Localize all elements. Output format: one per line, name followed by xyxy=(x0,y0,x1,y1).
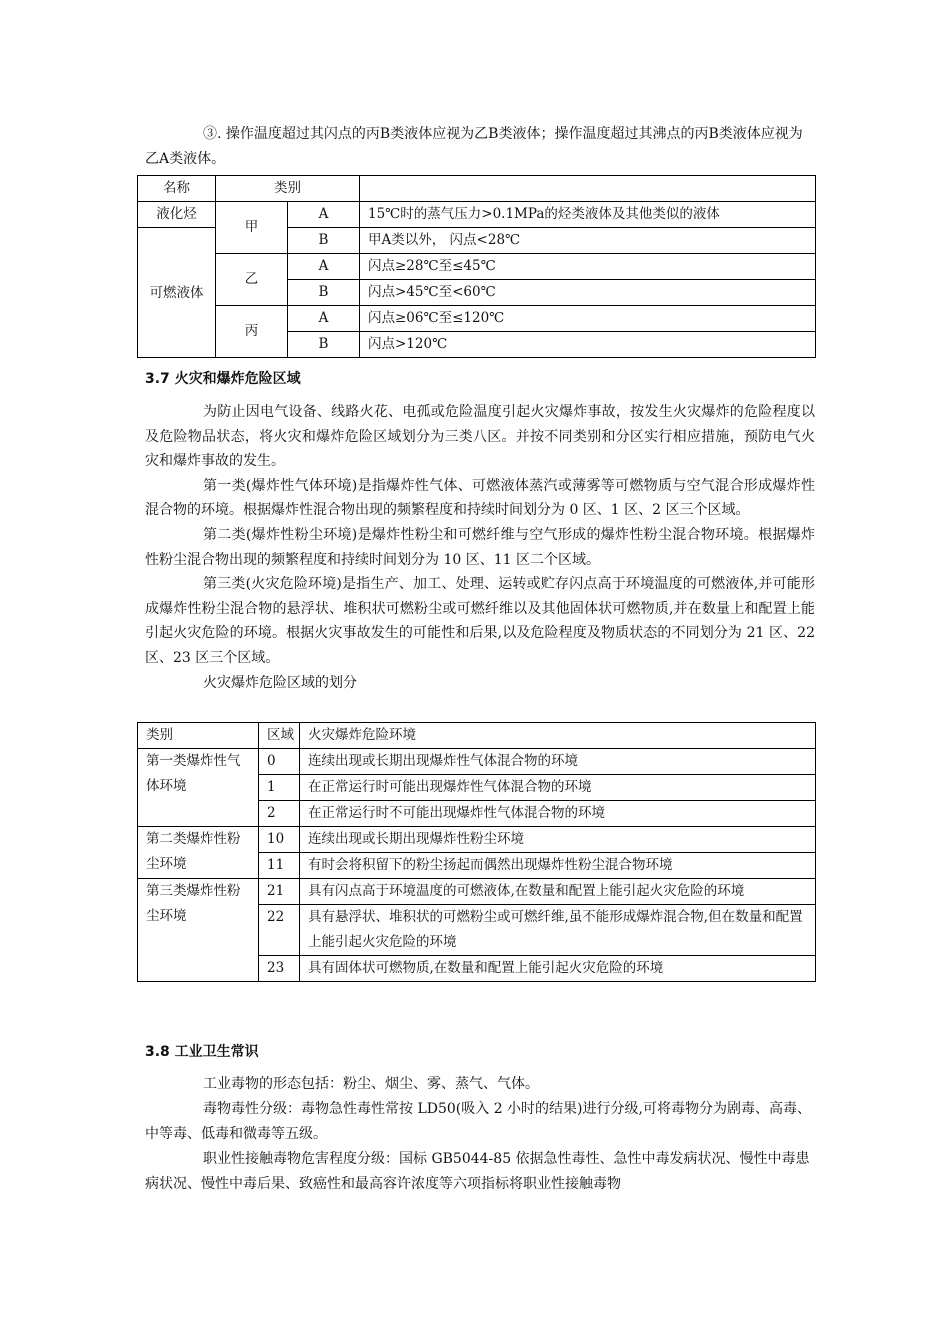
intro-text: ③. 操作温度超过其闪点的丙B类液体应视为乙B类液体；操作温度超过其沸点的丙B类液体应视为乙A类液体。 xyxy=(145,126,803,167)
table-caption: 火灾爆炸危险区域的划分 xyxy=(203,674,357,691)
zone-cell: 22 xyxy=(259,905,300,956)
zone-cell: 21 xyxy=(259,879,300,905)
env-cell: 连续出现或长期出现爆炸性气体混合物的环境 xyxy=(300,749,816,775)
zone-cell: 1 xyxy=(259,775,300,801)
cell-desc: 15℃时的蒸气压力>0.1MPa的烃类液体及其他类似的液体 xyxy=(360,202,816,228)
table-row xyxy=(138,202,816,228)
cell-jia: 甲 xyxy=(216,202,288,254)
cell-desc: 闪点>120℃ xyxy=(360,332,816,358)
group-cell: 第三类爆炸性粉尘环境 xyxy=(138,879,259,982)
header-category: 类别 xyxy=(138,723,259,749)
group-cell: 第一类爆炸性气体环境 xyxy=(138,749,259,827)
section-3-7-body xyxy=(145,400,815,695)
cell-sub: A xyxy=(288,306,360,332)
cell-sub: A xyxy=(288,254,360,280)
paragraph: 工业毒物的形态包括：粉尘、烟尘、雾、蒸气、气体。 xyxy=(203,1076,539,1092)
cell-bing: 丙 xyxy=(216,306,288,358)
paragraph: 第三类(火灾危险环境)是指生产、加工、处理、运转或贮存闪点高于环境温度的可燃液体,并可能形成爆炸性粉尘混合物的悬浮状、堆积状可燃粉尘或可燃纤维以及其他固体状可燃物质,并在数量上和配置上能引起火灾危险的环境。根据火灾事故发生的可能性和后果,以及危险程度及物质状态的不同划分为 21 区、22 区、23 区三个区域。 xyxy=(145,576,815,666)
zone-cell: 2 xyxy=(259,801,300,827)
paragraph: 第一类(爆炸性气体环境)是指爆炸性气体、可燃液体蒸汽或薄雾等可燃物质与空气混合形成爆炸性混合物的环境。根据爆炸性混合物出现的频繁程度和持续时间划分为 0 区、1 区、2 区三个区域。 xyxy=(145,477,815,519)
section-heading-3-7: 3.7 火灾和爆炸危险区域 xyxy=(145,371,301,387)
cell-sub: B xyxy=(288,280,360,306)
cell-sub: B xyxy=(288,332,360,358)
paragraph: 为防止因电气设备、线路火花、电孤或危险温度引起火灾爆炸事故，按发生火灾爆炸的危险程度以及危险物品状态，将火灾和爆炸危险区域划分为三类八区。并按不同类别和分区实行相应措施，预防电气火灾和爆炸事故的发生。 xyxy=(145,404,815,470)
cell-combustible: 可燃液体 xyxy=(138,228,216,358)
section-3-8-body xyxy=(145,1072,815,1197)
table-row xyxy=(138,176,816,202)
table-row xyxy=(138,306,816,332)
env-cell: 连续出现或长期出现爆炸性粉尘环境 xyxy=(300,827,816,853)
cell-desc: 闪点≥28℃至≤45℃ xyxy=(360,254,816,280)
header-zone: 区域 xyxy=(259,723,300,749)
env-cell: 在正常运行时可能出现爆炸性气体混合物的环境 xyxy=(300,775,816,801)
table-row xyxy=(138,723,816,749)
env-cell: 具有固体状可燃物质,在数量和配置上能引起火灾危险的环境 xyxy=(300,956,816,982)
zone-cell: 11 xyxy=(259,853,300,879)
cell-desc: 闪点>45℃至<60℃ xyxy=(360,280,816,306)
zone-cell: 23 xyxy=(259,956,300,982)
paragraph: 毒物毒性分级：毒物急性毒性常按 LD50(吸入 2 小时的结果)进行分级,可将毒物分为剧毒、高毒、中等毒、低毒和微毒等五级。 xyxy=(145,1101,811,1142)
hazard-zone-table xyxy=(137,722,816,982)
intro-paragraph xyxy=(145,122,815,172)
cell-yi: 乙 xyxy=(216,254,288,306)
table-row xyxy=(138,749,816,775)
header-name: 名称 xyxy=(138,176,216,202)
paragraph: 第二类(爆炸性粉尘环境)是爆炸性粉尘和可燃纤维与空气形成的爆炸性粉尘混合物环境。根据爆炸性粉尘混合物出现的频繁程度和持续时间划分为 10 区、11 区二个区域。 xyxy=(145,526,815,568)
cell-sub: A xyxy=(288,202,360,228)
cell-desc: 闪点≥06℃至≤120℃ xyxy=(360,306,816,332)
env-cell: 具有闪点高于环境温度的可燃液体,在数量和配置上能引起火灾危险的环境 xyxy=(300,879,816,905)
header-desc xyxy=(360,176,816,202)
cell-liquefied: 液化烃 xyxy=(138,202,216,228)
liquid-classification-table xyxy=(137,175,816,358)
header-env: 火灾爆炸危险环境 xyxy=(300,723,816,749)
table-row xyxy=(138,879,816,905)
env-cell: 具有悬浮状、堆积状的可燃粉尘或可燃纤维,虽不能形成爆炸混合物,但在数量和配置上能引起火灾危险的环境 xyxy=(300,905,816,956)
zone-cell: 10 xyxy=(259,827,300,853)
env-cell: 在正常运行时不可能出现爆炸性气体混合物的环境 xyxy=(300,801,816,827)
zone-cell: 0 xyxy=(259,749,300,775)
section-heading-3-8: 3.8 工业卫生常识 xyxy=(145,1044,259,1060)
cell-desc: 甲A类以外， 闪点<28℃ xyxy=(360,228,816,254)
table-row xyxy=(138,254,816,280)
paragraph: 职业性接触毒物危害程度分级：国标 GB5044-85 依据急性毒性、急性中毒发病状况、慢性中毒患病状况、慢性中毒后果、致癌性和最高容许浓度等六项指标将职业性接触毒物 xyxy=(145,1151,810,1192)
group-cell: 第二类爆炸性粉尘环境 xyxy=(138,827,259,879)
env-cell: 有时会将积留下的粉尘扬起而偶然出现爆炸性粉尘混合物环境 xyxy=(300,853,816,879)
cell-sub: B xyxy=(288,228,360,254)
header-category: 类别 xyxy=(216,176,360,202)
table-row xyxy=(138,827,816,853)
